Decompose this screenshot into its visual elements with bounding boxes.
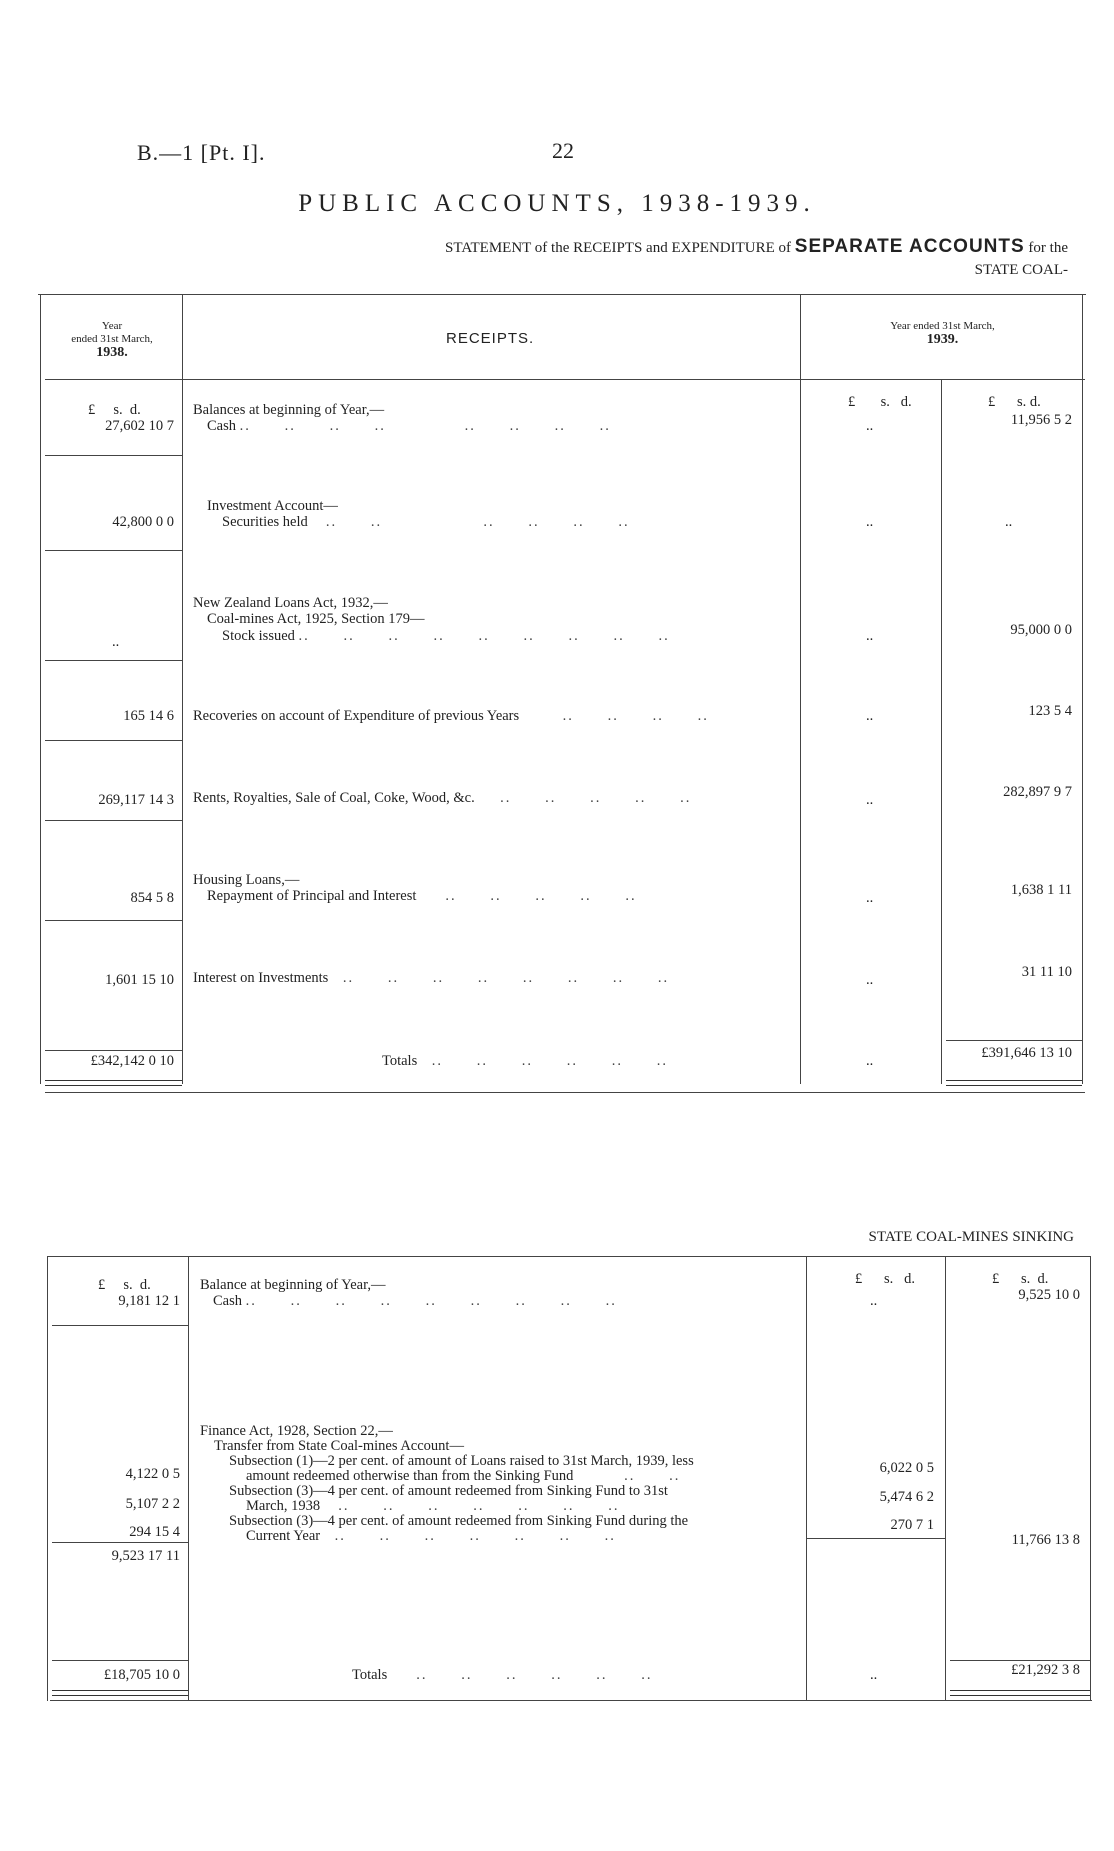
totals-label: Totals .. .. .. .. .. .. bbox=[382, 1053, 668, 1069]
sub-amount: 5,474 6 2 bbox=[879, 1489, 934, 1505]
shillings-sign: s. bbox=[113, 402, 123, 418]
currency-heading bbox=[988, 394, 1041, 411]
prev-year-label-2: ended 31st March, bbox=[71, 333, 153, 345]
pound-sign: £ bbox=[98, 1277, 106, 1293]
row-separator bbox=[946, 1040, 1082, 1041]
row-separator bbox=[45, 740, 182, 741]
total-amount: 11,766 13 8 bbox=[1011, 1532, 1080, 1548]
sub-amount: .. bbox=[866, 890, 874, 906]
shillings-sign: s. bbox=[1021, 1271, 1031, 1287]
section-title: STATE COAL-MINES SINKING bbox=[868, 1229, 1074, 1245]
current-year-header bbox=[820, 320, 1065, 346]
page-number: 22 bbox=[552, 138, 574, 163]
row-label: Subsection (3)—4 per cent. of amount redeemed from Sinking Fund during the bbox=[229, 1513, 689, 1529]
prev-amount: 42,800 0 0 bbox=[112, 514, 174, 530]
prev-amount: 9,181 12 1 bbox=[118, 1293, 180, 1309]
currency-heading bbox=[992, 1271, 1048, 1288]
row-label-text: Recoveries on account of Expenditure of previous Years bbox=[193, 708, 520, 724]
row-label: Cash .. .. .. .. .. .. .. .. bbox=[207, 418, 611, 434]
row-label-text: Securities held bbox=[222, 514, 308, 530]
row-separator bbox=[45, 920, 182, 921]
totals-double-rule bbox=[946, 1080, 1082, 1086]
prev-year-value: 1938. bbox=[96, 345, 128, 360]
totals-label: Totals .. .. .. .. .. .. bbox=[352, 1667, 653, 1683]
grand-total: £21,292 3 8 bbox=[1011, 1662, 1080, 1678]
current-year-value: 1939. bbox=[926, 332, 959, 347]
prev-amount: 165 14 6 bbox=[123, 708, 174, 724]
totals-label-text: Totals bbox=[382, 1053, 418, 1069]
row-separator bbox=[52, 1660, 188, 1661]
row-label: Interest on Investments .. .. .. .. .. .. .. .. bbox=[193, 970, 670, 986]
row-label-text: Current Year bbox=[246, 1528, 321, 1544]
prev-amount: .. bbox=[112, 634, 120, 650]
table2-left-border bbox=[47, 1256, 48, 1701]
total-amount: 282,897 9 7 bbox=[1003, 784, 1072, 800]
subtitle-pre: STATEMENT of the RECEIPTS and EXPENDITURE of bbox=[445, 240, 792, 256]
row-label: Stock issued .. .. .. .. .. .. .. .. .. bbox=[222, 628, 670, 644]
row-label: Recoveries on account of Expenditure of previous Years .. .. .. .. bbox=[193, 708, 709, 724]
row-label: Housing Loans,— bbox=[193, 872, 300, 888]
shillings-sign: s. bbox=[884, 1271, 894, 1287]
sub-amount: 270 7 1 bbox=[890, 1517, 934, 1533]
sub-amount: .. bbox=[866, 972, 874, 988]
row-label: Securities held .. .. .. .. .. .. bbox=[222, 514, 630, 530]
prev-amount: 4,122 0 5 bbox=[125, 1466, 180, 1482]
row-label-text: March, 1938 bbox=[246, 1498, 321, 1514]
page-reference: B.—1 [Pt. I]. bbox=[137, 140, 266, 165]
total-amount: 123 5 4 bbox=[1028, 703, 1072, 719]
row-separator bbox=[45, 820, 182, 821]
sub-amount: .. bbox=[866, 792, 874, 808]
pence-sign: d. bbox=[900, 394, 912, 410]
row-label: Transfer from State Coal-mines Account— bbox=[214, 1438, 464, 1454]
pence-sign: d. bbox=[904, 1271, 916, 1287]
row-separator bbox=[52, 1325, 188, 1326]
row-label-text: Stock issued bbox=[222, 628, 295, 644]
sub-amount: .. bbox=[866, 708, 874, 724]
prev-amount: 27,602 10 7 bbox=[105, 418, 174, 434]
row-label-text: Cash bbox=[207, 418, 236, 434]
table1-col-divider-1 bbox=[182, 294, 183, 1084]
totals-double-rule bbox=[45, 1080, 182, 1086]
row-label: Investment Account— bbox=[207, 498, 338, 514]
total-amount: 31 11 10 bbox=[1021, 964, 1072, 980]
row-separator bbox=[52, 1542, 188, 1543]
total-amount: 11,956 5 2 bbox=[1010, 412, 1072, 428]
page-title: PUBLIC ACCOUNTS, 1938-1939. bbox=[298, 190, 816, 217]
table1-right-border bbox=[1082, 294, 1083, 1084]
pence-sign: d. bbox=[1037, 1271, 1049, 1287]
table2-bottom-rule bbox=[50, 1700, 1092, 1701]
receipts-header: RECEIPTS. bbox=[446, 330, 535, 347]
row-separator bbox=[45, 550, 182, 551]
row-label: Repayment of Principal and Interest .. .. .. .. .. bbox=[207, 888, 637, 904]
row-label: Balances at beginning of Year,— bbox=[193, 402, 385, 418]
statement-subtitle bbox=[445, 236, 1068, 258]
sub-amount: .. bbox=[866, 628, 874, 644]
totals-double-rule bbox=[950, 1690, 1090, 1696]
prev-amount: 1,601 15 10 bbox=[105, 972, 174, 988]
table1-left-border bbox=[40, 294, 41, 1084]
row-label-text: Interest on Investments bbox=[193, 970, 329, 986]
pound-sign: £ bbox=[848, 394, 856, 410]
currency-heading bbox=[848, 394, 912, 411]
prev-amount: 269,117 14 3 bbox=[98, 792, 174, 808]
table2-col-divider-1 bbox=[188, 1256, 189, 1701]
sub-amount: 6,022 0 5 bbox=[879, 1460, 934, 1476]
row-separator bbox=[950, 1660, 1090, 1661]
sub-amount: .. bbox=[870, 1667, 878, 1683]
row-label: New Zealand Loans Act, 1932,— bbox=[193, 595, 388, 611]
table1-col-divider-3 bbox=[941, 379, 942, 1084]
total-amount: 1,638 1 11 bbox=[1010, 882, 1072, 898]
current-year-label: Year ended 31st March, bbox=[890, 320, 995, 332]
prev-amount: 294 15 4 bbox=[129, 1524, 180, 1540]
subtitle-bold: SEPARATE ACCOUNTS bbox=[794, 236, 1025, 257]
shillings-sign: s. bbox=[880, 394, 890, 410]
total-amount: .. bbox=[1005, 514, 1013, 530]
subtitle-line2: STATE COAL- bbox=[974, 262, 1068, 278]
table2-col-divider-3 bbox=[945, 1256, 946, 1701]
row-label-text: Rents, Royalties, Sale of Coal, Coke, Wood, &c. bbox=[193, 790, 475, 806]
sub-amount: .. bbox=[866, 514, 874, 530]
row-label: Rents, Royalties, Sale of Coal, Coke, Wood, &c. .. .. .. .. .. bbox=[193, 790, 692, 806]
shillings-sign: s. bbox=[123, 1277, 133, 1293]
prev-grand-total: £18,705 10 0 bbox=[103, 1667, 180, 1683]
total-amount: 9,525 10 0 bbox=[1018, 1287, 1080, 1303]
grand-total: £391,646 13 10 bbox=[981, 1045, 1072, 1061]
row-separator bbox=[45, 660, 182, 661]
prev-year-header bbox=[44, 320, 180, 359]
prev-grand-total: £342,142 0 10 bbox=[90, 1053, 174, 1069]
prev-year-label-1: Year bbox=[101, 320, 123, 332]
table1-bottom-rule bbox=[45, 1092, 1085, 1093]
totals-label-text: Totals bbox=[352, 1667, 388, 1683]
row-label: amount redeemed otherwise than from the Sinking Fund .. .. bbox=[246, 1468, 681, 1484]
row-label: Balance at beginning of Year,— bbox=[200, 1277, 386, 1293]
row-label: Current Year .. .. .. .. .. .. .. bbox=[246, 1528, 616, 1544]
pound-sign: £ bbox=[88, 402, 96, 418]
row-label-text: amount redeemed otherwise than from the Sinking Fund bbox=[246, 1468, 574, 1484]
row-label: Cash .. .. .. .. .. .. .. .. .. bbox=[213, 1293, 617, 1309]
row-separator bbox=[806, 1538, 945, 1539]
pound-sign: £ bbox=[988, 394, 996, 410]
table2-col-divider-2 bbox=[806, 1256, 807, 1701]
row-separator bbox=[45, 1050, 182, 1051]
sub-amount: .. bbox=[870, 1293, 878, 1309]
prev-amount: 5,107 2 2 bbox=[125, 1496, 180, 1512]
total-amount: 95,000 0 0 bbox=[1010, 622, 1072, 638]
subtitle-post: for the bbox=[1028, 240, 1068, 256]
table2-top-rule bbox=[47, 1256, 1091, 1257]
sub-amount: .. bbox=[866, 418, 874, 434]
pound-sign: £ bbox=[992, 1271, 1000, 1287]
totals-double-rule bbox=[52, 1690, 188, 1696]
table1-top-rule bbox=[38, 294, 1086, 295]
currency-heading bbox=[88, 402, 141, 419]
row-label-text: Cash bbox=[213, 1293, 242, 1309]
table1-col-divider-2 bbox=[800, 294, 801, 1084]
pence-sign: d. bbox=[1029, 394, 1041, 410]
row-label: Coal-mines Act, 1925, Section 179— bbox=[207, 611, 425, 627]
pence-sign: d. bbox=[129, 402, 141, 418]
row-label-text: Repayment of Principal and Interest bbox=[207, 888, 417, 904]
currency-heading bbox=[98, 1277, 151, 1294]
sub-amount: .. bbox=[866, 1053, 874, 1069]
currency-heading bbox=[855, 1271, 915, 1288]
pound-sign: £ bbox=[855, 1271, 863, 1287]
row-separator bbox=[45, 455, 182, 456]
row-label: March, 1938 .. .. .. .. .. .. .. bbox=[246, 1498, 620, 1514]
shillings-sign: s. bbox=[1017, 394, 1027, 410]
row-label: Subsection (3)—4 per cent. of amount redeemed from Sinking Fund to 31st bbox=[229, 1483, 668, 1499]
table1-header-rule bbox=[45, 379, 1085, 380]
pence-sign: d. bbox=[139, 1277, 151, 1293]
prev-amount: 854 5 8 bbox=[130, 890, 174, 906]
table2-right-border bbox=[1090, 1256, 1091, 1701]
prev-subtotal: 9,523 17 11 bbox=[111, 1548, 180, 1564]
row-label: Subsection (1)—2 per cent. of amount of Loans raised to 31st March, 1939, less bbox=[229, 1453, 694, 1469]
row-label: Finance Act, 1928, Section 22,— bbox=[200, 1423, 393, 1439]
